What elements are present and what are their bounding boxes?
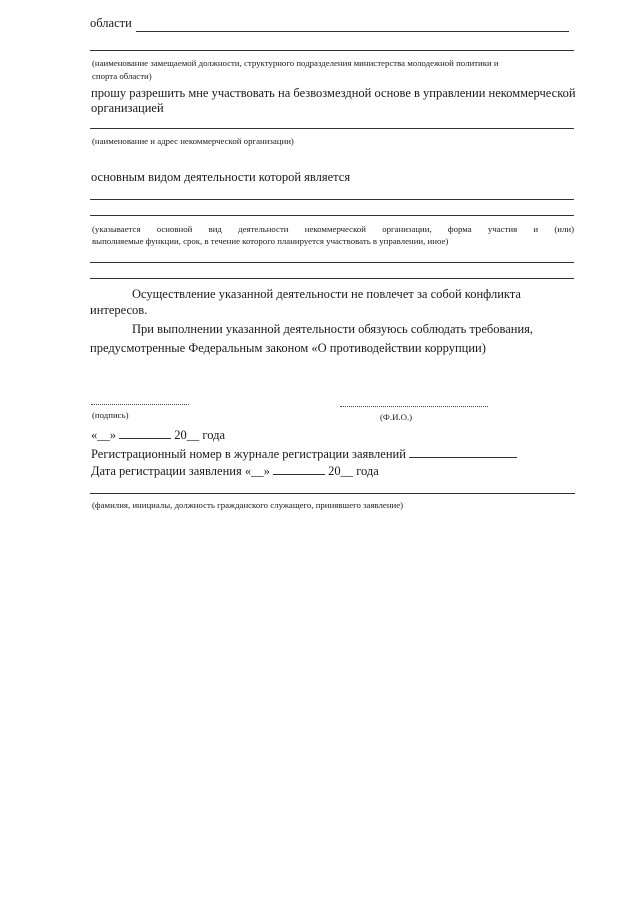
activity-field-3[interactable] (90, 262, 574, 263)
activity-field-1[interactable] (90, 199, 574, 200)
reg-number-field[interactable] (409, 447, 517, 458)
receiver-field[interactable] (90, 493, 575, 494)
date-year-word: года (202, 428, 225, 442)
org-field[interactable] (90, 128, 574, 129)
activity-caption-2: выполняемые функции, срок, в течение которого планируется участвовать в управлении, иное) (92, 236, 449, 246)
fio-caption: (Ф.И.О.) (380, 412, 413, 422)
compliance-line-2: предусмотренные Федеральным законом «О противодействии коррупции) (90, 341, 486, 355)
activity-caption-1: (указывается основной вид деятельности некоммерческой организации, форма участия и (или) (92, 224, 574, 234)
reg-number-label: Регистрационный номер в журнале регистрации заявлений (91, 447, 406, 461)
reg-date-month-field[interactable] (273, 464, 325, 475)
reg-date-label: Дата регистрации заявления «__» (91, 464, 270, 478)
position-field[interactable] (90, 50, 574, 51)
request-line-2: организацией (91, 101, 164, 115)
date-day[interactable]: «__» (91, 428, 116, 442)
date-row (91, 428, 225, 443)
fio-field[interactable] (340, 406, 488, 407)
conflict-line-2: интересов. (90, 303, 148, 317)
reg-number-row (91, 447, 517, 462)
activity-field-4[interactable] (90, 278, 574, 279)
position-caption-2: спорта области) (92, 71, 152, 81)
receiver-caption: (фамилия, инициалы, должность гражданского служащего, принявшего заявление) (92, 500, 404, 510)
request-line-1: прошу разрешить мне участвовать на безвозмездной основе в управлении некоммерческой (91, 86, 576, 100)
compliance-line-1: При выполнении указанной деятельности обязуюсь соблюдать требования, (132, 322, 534, 336)
conflict-line-1: Осуществление указанной деятельности не повлечет за собой конфликта (132, 287, 521, 301)
region-label: области (90, 16, 132, 30)
position-caption-1: (наименование замещаемой должности, структурного подразделения министерства молодежной политики и (92, 58, 499, 68)
org-caption: (наименование и адрес некоммерческой организации) (92, 136, 294, 146)
activity-label: основным видом деятельности которой является (91, 170, 351, 184)
region-field[interactable] (136, 31, 569, 32)
date-year[interactable]: 20__ (174, 428, 200, 442)
reg-date-row (91, 464, 379, 479)
signature-caption: (подпись) (92, 410, 129, 420)
signature-field[interactable] (91, 404, 189, 405)
reg-date-year[interactable]: 20__ (328, 464, 354, 478)
date-month-field[interactable] (119, 428, 171, 439)
reg-date-year-word: года (356, 464, 379, 478)
activity-field-2[interactable] (90, 215, 574, 216)
